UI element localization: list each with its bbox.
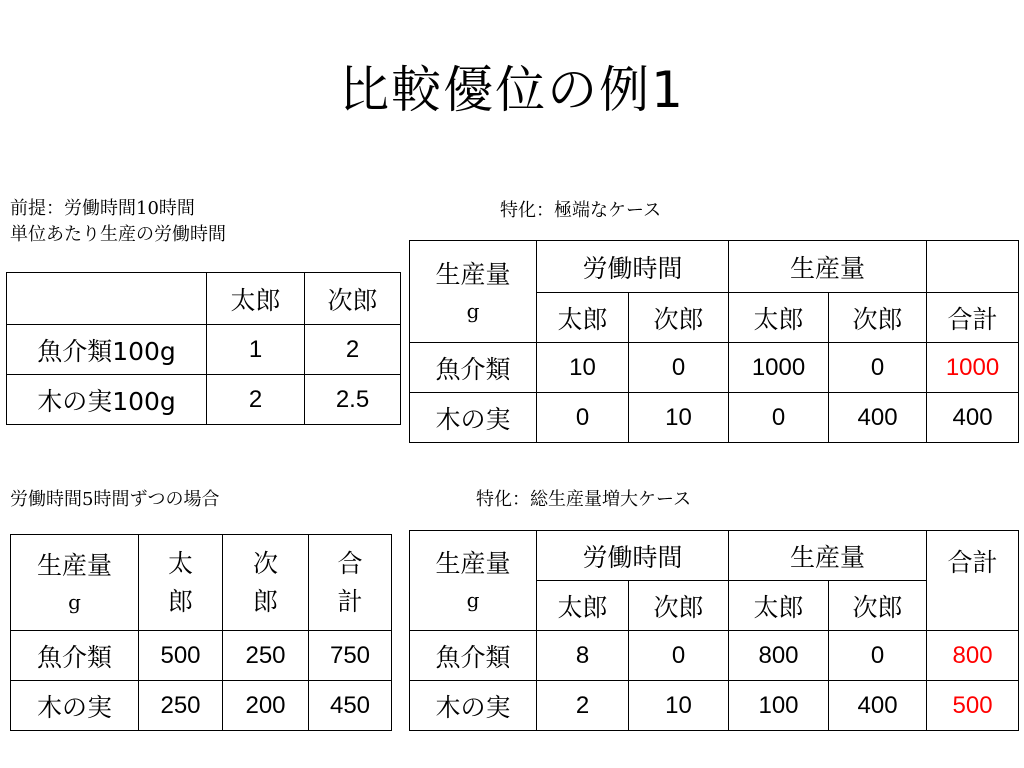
total-header-cell: 合計 xyxy=(927,531,1019,631)
product-header-label: 生産量 xyxy=(36,550,112,580)
table-row xyxy=(410,631,1019,681)
highlight-cell: 1000 xyxy=(927,343,1019,393)
specialize-total-note: 特化：総生産量増大ケース xyxy=(476,489,692,510)
table-cell: 木の実 xyxy=(410,393,537,443)
product-header-label: 生産量 xyxy=(435,259,511,289)
table-cell: 0 xyxy=(629,631,729,681)
table-cell: 木の実 xyxy=(11,681,139,731)
table-cell: 魚介類 xyxy=(11,631,139,681)
table-cell: 8 xyxy=(537,631,629,681)
product-header-cell xyxy=(11,535,139,631)
table-cell: 800 xyxy=(729,631,829,681)
table-cell: 次郎 xyxy=(305,273,401,325)
total-header-cell xyxy=(309,535,392,631)
table-cell xyxy=(7,273,207,325)
table-cell: 400 xyxy=(829,681,927,731)
table-cell: 太郎 xyxy=(537,293,629,343)
table-cell: 合計 xyxy=(927,293,1019,343)
table-row xyxy=(7,375,401,425)
table-cell: 次郎 xyxy=(629,293,729,343)
table-row xyxy=(11,631,392,681)
table-cell: 2 xyxy=(207,375,305,425)
product-header-label: 生産量 xyxy=(435,548,511,578)
table-header-row xyxy=(410,241,1019,293)
total-char-2: 計 xyxy=(337,586,363,616)
specialize-total-table xyxy=(409,530,1019,731)
highlight-cell: 500 xyxy=(927,681,1019,731)
table-cell: 魚介類 xyxy=(410,631,537,681)
taro-char-1: 太 xyxy=(167,548,193,578)
unit-label: g xyxy=(466,298,480,323)
hours-header-cell: 労働時間 xyxy=(537,531,729,581)
table-cell: 250 xyxy=(223,631,309,681)
premise-note xyxy=(10,196,226,248)
table-cell: 魚介類 xyxy=(410,343,537,393)
premise-line-2: 単位あたり生産の労働時間 xyxy=(10,224,226,245)
table-cell: 10 xyxy=(629,681,729,731)
hours5-table xyxy=(10,534,392,731)
table-cell: 太郎 xyxy=(729,293,829,343)
highlight-cell: 800 xyxy=(927,631,1019,681)
jiro-char-2: 郎 xyxy=(252,586,278,616)
table-row xyxy=(7,325,401,375)
table-cell: 木の実100g xyxy=(7,375,207,425)
table-cell: 太郎 xyxy=(729,581,829,631)
product-header-cell xyxy=(410,531,537,631)
table-cell: 200 xyxy=(223,681,309,731)
table-cell: 太郎 xyxy=(537,581,629,631)
table-cell: 次郎 xyxy=(829,581,927,631)
table-cell: 1 xyxy=(207,325,305,375)
table-cell: 木の実 xyxy=(410,681,537,731)
total-char-1: 合 xyxy=(337,548,363,578)
table-header-row xyxy=(11,535,392,631)
table-cell: 10 xyxy=(629,393,729,443)
slide-title: 比較優位の例1 xyxy=(339,61,685,119)
table-cell: 0 xyxy=(829,631,927,681)
output-header-cell: 生産量 xyxy=(729,531,927,581)
table-cell: 太郎 xyxy=(207,273,305,325)
table-row xyxy=(410,393,1019,443)
jiro-header-cell xyxy=(223,535,309,631)
specialize-extreme-table xyxy=(409,240,1019,443)
table-header-row xyxy=(410,531,1019,581)
table-cell: 750 xyxy=(309,631,392,681)
table-cell: 0 xyxy=(537,393,629,443)
table-cell: 500 xyxy=(139,631,223,681)
table-cell: 0 xyxy=(629,343,729,393)
empty-header-cell xyxy=(927,241,1019,293)
table-cell: 魚介類100g xyxy=(7,325,207,375)
taro-char-2: 郎 xyxy=(167,586,193,616)
product-header-cell xyxy=(410,241,537,343)
specialize-extreme-note: 特化：極端なケース xyxy=(500,200,662,221)
table-cell: 400 xyxy=(829,393,927,443)
table-cell: 450 xyxy=(309,681,392,731)
unit-label: g xyxy=(466,587,480,612)
table-cell: 2 xyxy=(305,325,401,375)
unit-hours-table xyxy=(6,272,401,425)
table-cell: 1000 xyxy=(729,343,829,393)
table-row xyxy=(410,681,1019,731)
table-cell: 2.5 xyxy=(305,375,401,425)
premise-line-1: 前提：労働時間10時間 xyxy=(10,198,195,219)
table-cell: 10 xyxy=(537,343,629,393)
table-cell: 400 xyxy=(927,393,1019,443)
output-header-cell: 生産量 xyxy=(729,241,927,293)
table-cell: 次郎 xyxy=(629,581,729,631)
table-cell: 次郎 xyxy=(829,293,927,343)
table-header-row xyxy=(7,273,401,325)
taro-header-cell xyxy=(139,535,223,631)
table-cell: 2 xyxy=(537,681,629,731)
table-cell: 0 xyxy=(729,393,829,443)
table-row xyxy=(11,681,392,731)
hours-header-cell: 労働時間 xyxy=(537,241,729,293)
table-cell: 0 xyxy=(829,343,927,393)
unit-label: g xyxy=(68,589,81,614)
table-cell: 250 xyxy=(139,681,223,731)
table-cell: 100 xyxy=(729,681,829,731)
table-row xyxy=(410,343,1019,393)
jiro-char-1: 次 xyxy=(252,548,278,578)
hours5-note: 労働時間5時間ずつの場合 xyxy=(10,489,220,510)
